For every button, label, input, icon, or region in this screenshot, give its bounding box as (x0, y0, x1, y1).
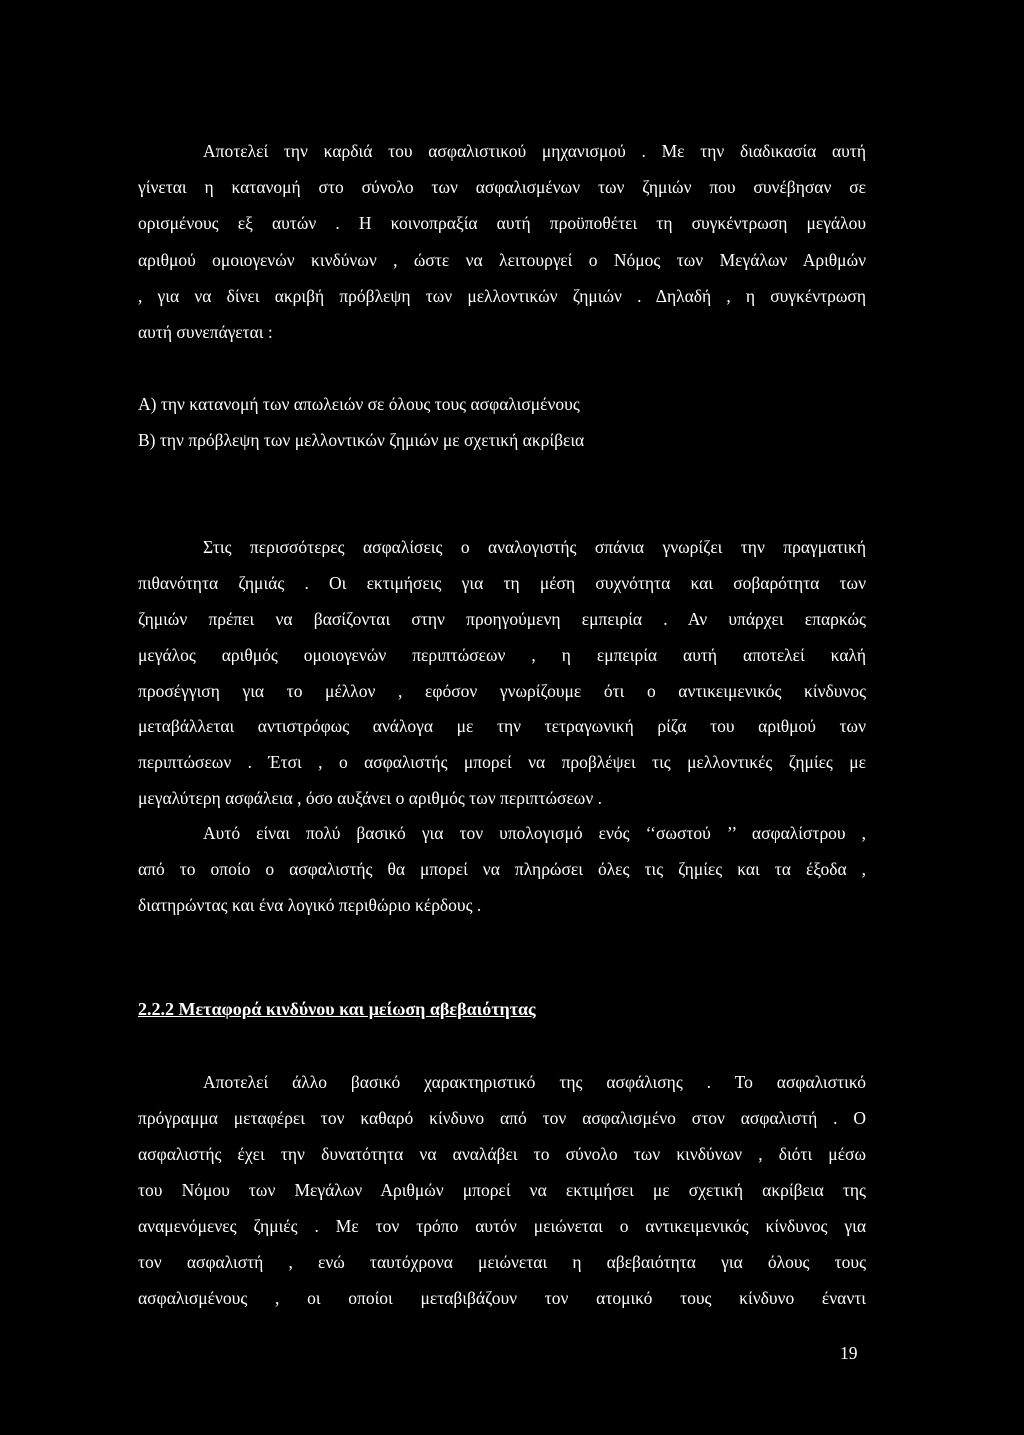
paragraph-4-line-4: του Νόμου των Μεγάλων Αριθμών μπορεί να εκτιμήσει με σχετική ακρίβεια της (138, 1180, 866, 1200)
paragraph-1-line-6: αυτή συνεπάγεται : (138, 322, 273, 342)
paragraph-2-line-6: μεταβάλλεται αντιστρόφως ανάλογα με την τετραγωνική ρίζα του αριθμού των (138, 716, 866, 736)
paragraph-2-line-4: μεγάλος αριθμός ομοιογενών περιπτώσεων , η εμπειρία αυτή αποτελεί καλή (138, 645, 866, 665)
paragraph-2-line-5: προσέγγιση για το μέλλον , εφόσον γνωρίζουμε ότι ο αντικειμενικός κίνδυνος (138, 681, 866, 701)
paragraph-1-line-5: , για να δίνει ακριβή πρόβλεψη των μελλοντικών ζημιών . Δηλαδή , η συγκέντρωση (138, 286, 866, 306)
page-number: 19 (840, 1343, 858, 1363)
section-heading: 2.2.2 Μεταφορά κινδύνου και μείωση αβεβαιότητας (138, 999, 536, 1019)
paragraph-1-line-2: γίνεται η κατανομή στο σύνολο των ασφαλισμένων των ζημιών που συνέβησαν σε (138, 177, 866, 197)
paragraph-2-line-8: μεγαλύτερη ασφάλεια , όσο αυξάνει ο αριθμός των περιπτώσεων . (138, 788, 602, 808)
paragraph-4-line-6: τον ασφαλιστή , ενώ ταυτόχρονα μειώνεται η αβεβαιότητα για όλους τους (138, 1252, 866, 1272)
paragraph-4-line-5: αναμενόμενες ζημιές . Με τον τρόπο αυτόν μειώνεται ο αντικειμενικός κίνδυνος για (138, 1216, 866, 1236)
paragraph-2-line-3: ζημιών πρέπει να βασίζονται στην προηγούμενη εμπειρία . Αν υπάρχει επαρκώς (138, 609, 866, 629)
paragraph-4-line-2: πρόγραμμα μεταφέρει τον καθαρό κίνδυνο από τον ασφαλισμένο στον ασφαλιστή . Ο (138, 1108, 866, 1128)
paragraph-2-line-2: πιθανότητα ζημιάς . Οι εκτιμήσεις για τη μέση συχνότητα και σοβαρότητα των (138, 573, 866, 593)
paragraph-1-line-3: ορισμένους εξ αυτών . Η κοινοπραξία αυτή προϋποθέτει τη συγκέντρωση μεγάλου (138, 213, 866, 233)
paragraph-2-line-1: Στις περισσότερες ασφαλίσεις ο αναλογιστής σπάνια γνωρίζει την πραγματική (203, 537, 866, 557)
paragraph-4-line-3: ασφαλιστής έχει την δυνατότητα να αναλάβει το σύνολο των κινδύνων , διότι μέσω (138, 1144, 866, 1164)
list-item-a: Α) την κατανομή των απωλειών σε όλους τους ασφαλισμένους (138, 394, 580, 414)
paragraph-1-line-4: αριθμού ομοιογενών κινδύνων , ώστε να λειτουργεί ο Νόμος των Μεγάλων Αριθμών (138, 250, 866, 270)
list-item-b: Β) την πρόβλεψη των μελλοντικών ζημιών με σχετική ακρίβεια (138, 430, 585, 450)
paragraph-4-line-7: ασφαλισμένους , οι οποίοι μεταβιβάζουν τον ατομικό τους κίνδυνο έναντι (138, 1288, 866, 1308)
paragraph-3-line-1: Αυτό είναι πολύ βασικό για τον υπολογισμό ενός ‘‘σωστού ’’ ασφαλίστρου , (203, 823, 866, 843)
paragraph-2-line-7: περιπτώσεων . Έτσι , ο ασφαλιστής μπορεί να προβλέψει τις μελλοντικές ζημίες με (138, 752, 866, 772)
paragraph-1-line-1: Αποτελεί την καρδιά του ασφαλιστικού μηχανισμού . Με την διαδικασία αυτή (203, 141, 866, 161)
paragraph-3-line-3: διατηρώντας και ένα λογικό περιθώριο κέρδους . (138, 895, 482, 915)
paragraph-4-line-1: Αποτελεί άλλο βασικό χαρακτηριστικό της ασφάλισης . Το ασφαλιστικό (203, 1072, 866, 1092)
paragraph-3-line-2: από το οποίο ο ασφαλιστής θα μπορεί να πληρώσει όλες τις ζημίες και τα έξοδα , (138, 859, 866, 879)
